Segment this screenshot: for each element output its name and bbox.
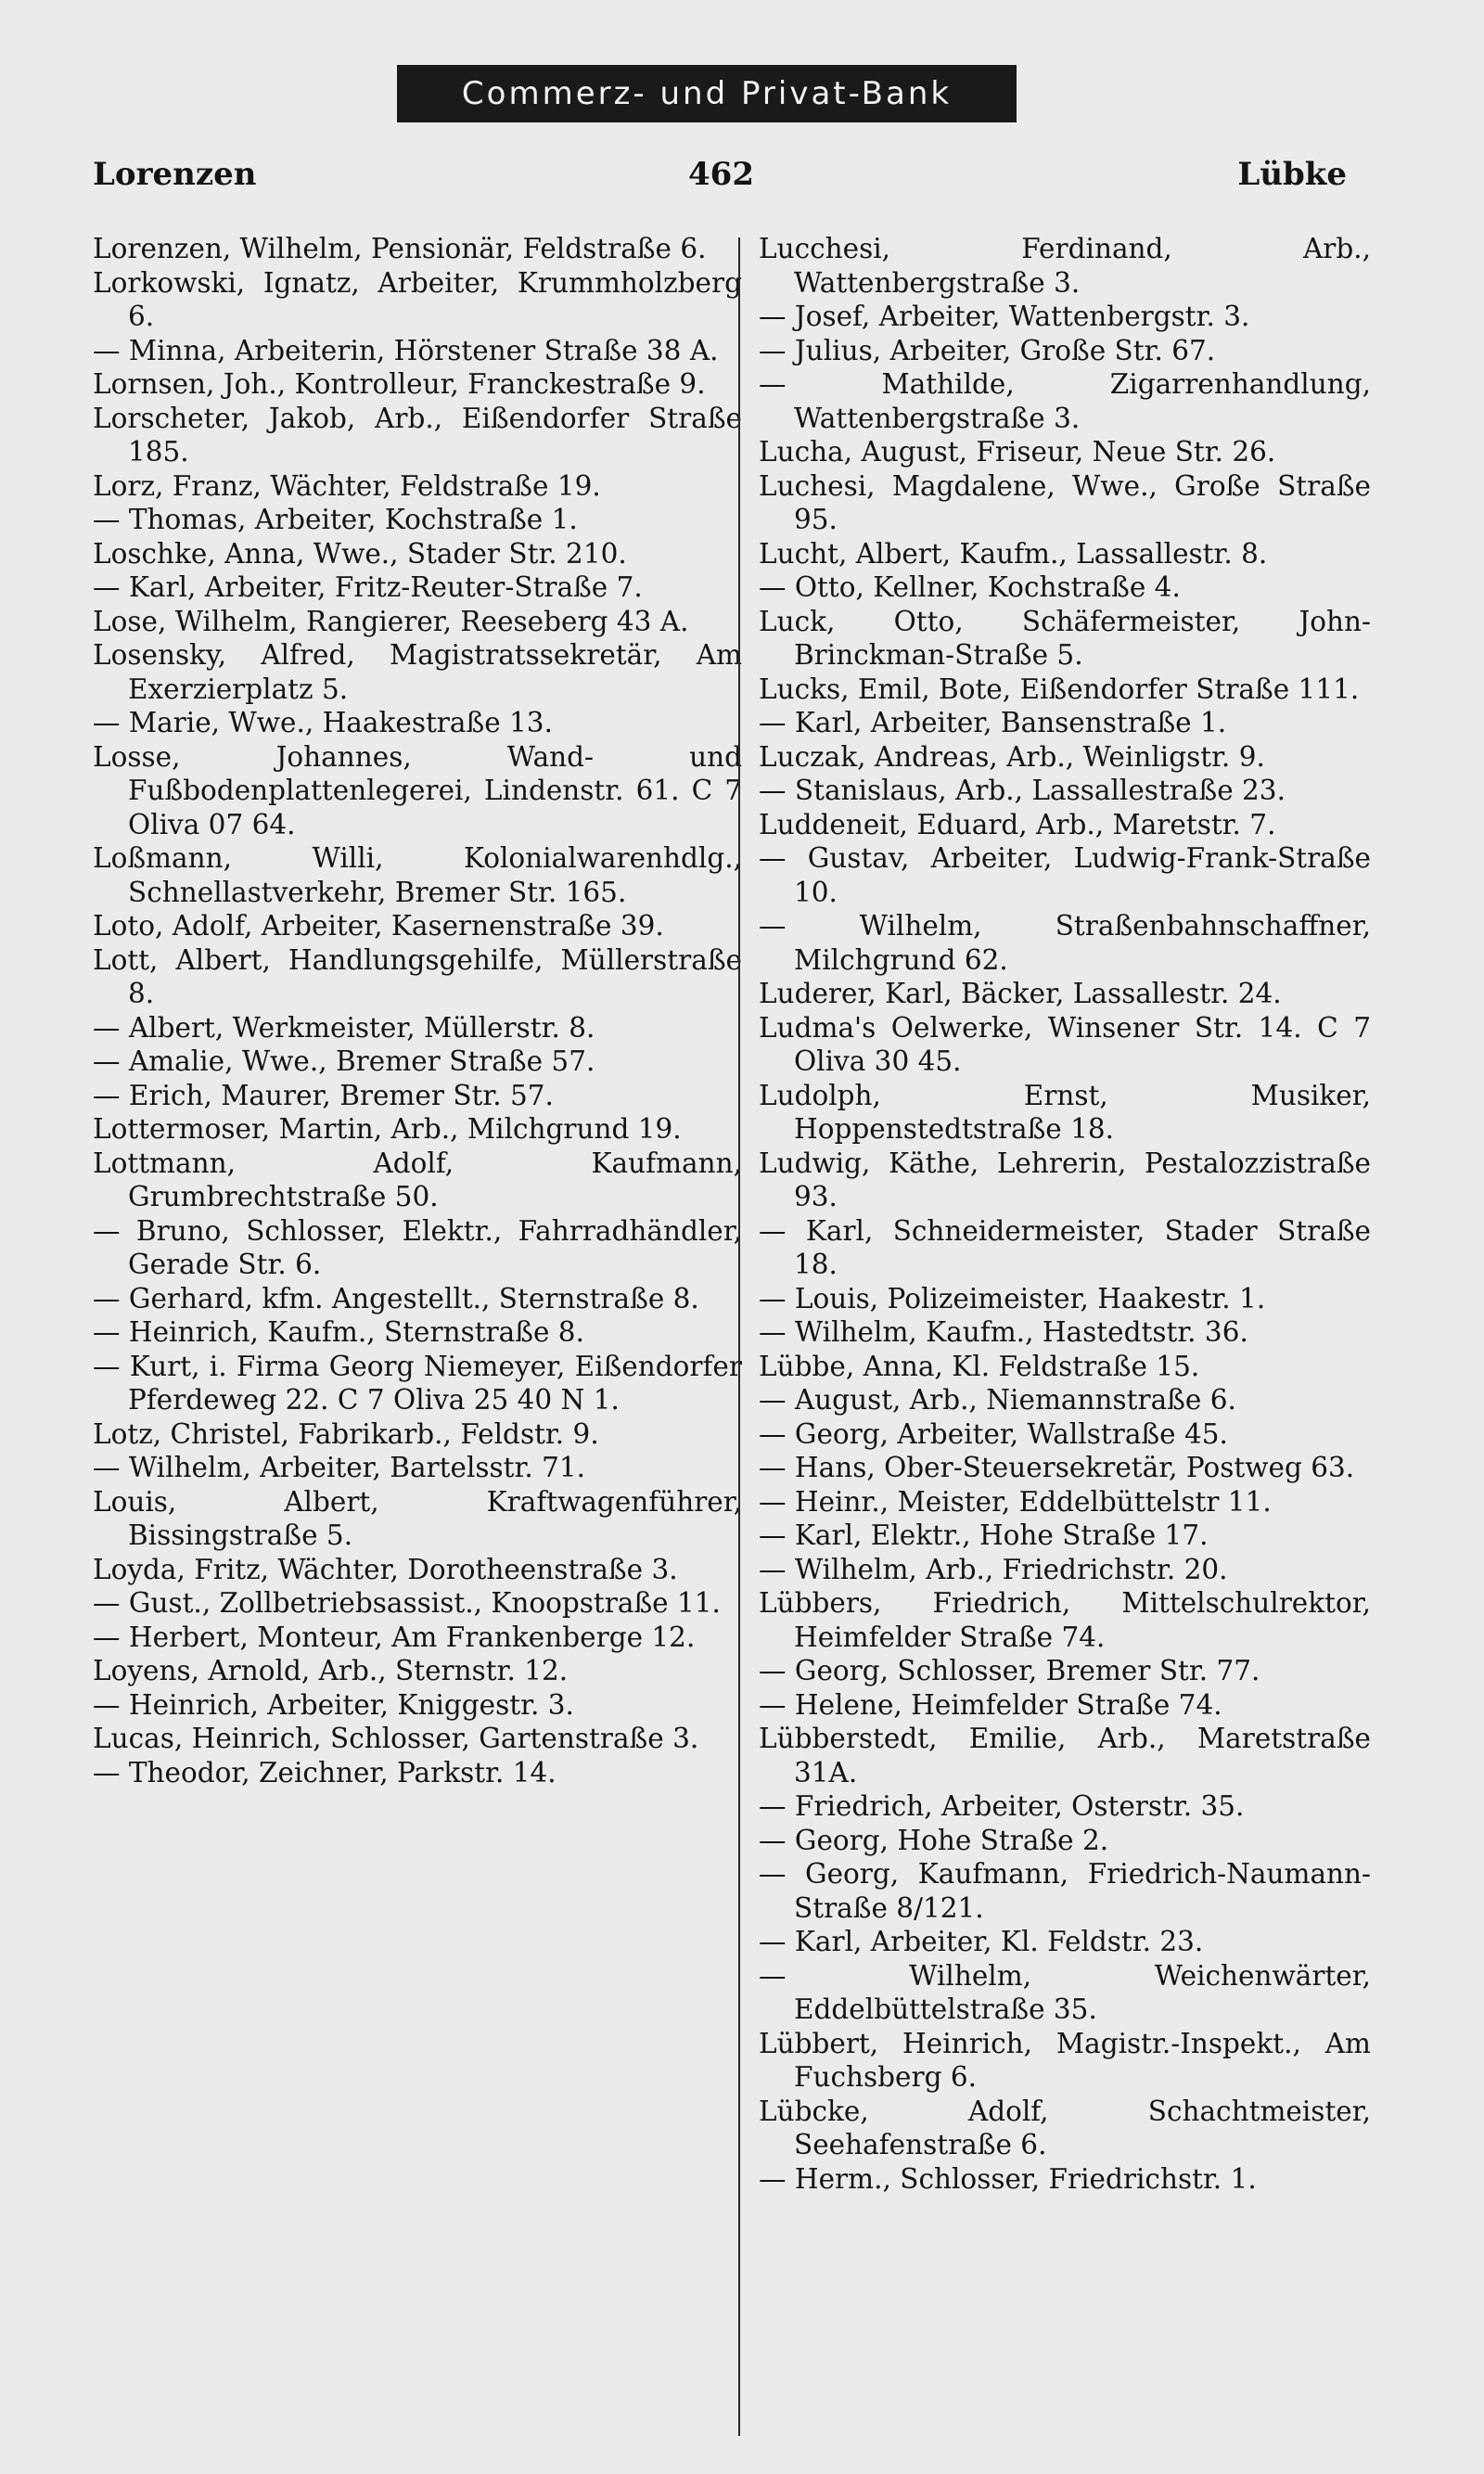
directory-entry: Luchesi, Magdalene, Wwe., Große Straße 95. <box>759 469 1371 535</box>
left-column <box>93 232 742 2435</box>
directory-entry: Lucas, Heinrich, Schlosser, Gartenstraße 3. <box>93 1723 699 1754</box>
directory-entry: — Wilhelm, Kaufm., Hastedtstr. 36. <box>759 1316 1248 1348</box>
directory-entry: Lübbers, Friedrich, Mittelschulrektor, Heimfelder Straße 74. <box>759 1587 1371 1653</box>
directory-entry: — Kurt, i. Firma Georg Niemeyer, Eißendorfer Pferdeweg 22. C 7 Oliva 25 40 N 1. <box>93 1350 742 1416</box>
directory-entry: Lotz, Christel, Fabrikarb., Feldstr. 9. <box>93 1417 599 1450</box>
directory-entry: — Wilhelm, Arbeiter, Bartelsstr. 71. <box>93 1452 586 1483</box>
directory-entry: — Helene, Heimfelder Straße 74. <box>759 1688 1222 1721</box>
directory-entry: — Karl, Elektr., Hohe Straße 17. <box>759 1519 1209 1551</box>
directory-entry: Loschke, Anna, Wwe., Stader Str. 210. <box>93 537 627 570</box>
directory-entry: — Theodor, Zeichner, Parkstr. 14. <box>93 1756 556 1788</box>
directory-entry: — Karl, Arbeiter, Kl. Feldstr. 23. <box>759 1926 1204 1957</box>
directory-entry: Louis, Albert, Kraftwagenführer, Bissingstraße 5. <box>93 1485 742 1551</box>
directory-entry: Lose, Wilhelm, Rangierer, Reeseberg 43 A. <box>93 605 689 637</box>
directory-entry: Lorkowski, Ignatz, Arbeiter, Krummholzberg 6. <box>93 266 742 332</box>
directory-entry: — Friedrich, Arbeiter, Osterstr. 35. <box>759 1790 1245 1822</box>
header-last-entry: Lübke <box>1237 156 1347 193</box>
directory-entry: Lübbe, Anna, Kl. Feldstraße 15. <box>759 1350 1200 1382</box>
directory-entry: — Louis, Polizeimeister, Haakestr. 1. <box>759 1282 1266 1314</box>
directory-entry: Lorz, Franz, Wächter, Feldstraße 19. <box>93 469 601 502</box>
directory-entry: Luck, Otto, Schäfermeister, John-Brinckman-Straße 5. <box>759 605 1371 671</box>
directory-entry: Lucht, Albert, Kaufm., Lassallestr. 8. <box>759 537 1268 570</box>
directory-entry: — Gust., Zollbetriebsassist., Knoopstraße 11. <box>93 1587 721 1619</box>
directory-entry: — Heinr., Meister, Eddelbüttelstr 11. <box>759 1485 1272 1518</box>
directory-entry: — Josef, Arbeiter, Wattenbergstr. 3. <box>759 301 1250 332</box>
directory-entry: Lottmann, Adolf, Kaufmann, Grumbrechtstraße 50. <box>93 1147 742 1212</box>
directory-entry: — Herbert, Monteur, Am Frankenberge 12. <box>93 1621 696 1653</box>
directory-entry: — Gerhard, kfm. Angestellt., Sternstraße 8. <box>93 1282 699 1314</box>
directory-entry: — Erich, Maurer, Bremer Str. 57. <box>93 1079 554 1111</box>
directory-entry: — Gustav, Arbeiter, Ludwig-Frank-Straße 10. <box>759 842 1371 908</box>
directory-entry: — Bruno, Schlosser, Elektr., Fahrradhändler, Gerade Str. 6. <box>93 1214 742 1280</box>
directory-entry: — Karl, Arbeiter, Bansenstraße 1. <box>759 707 1227 738</box>
directory-entry: Loyda, Fritz, Wächter, Dorotheenstraße 3. <box>93 1553 678 1585</box>
directory-entry: — Stanislaus, Arb., Lassallestraße 23. <box>759 775 1286 806</box>
directory-entry: — Karl, Arbeiter, Fritz-Reuter-Straße 7. <box>93 571 643 603</box>
directory-entry: — Herm., Schlosser, Friedrichstr. 1. <box>759 2162 1257 2195</box>
directory-entry: Losensky, Alfred, Magistratssekretär, Am Exerzierplatz 5. <box>93 639 742 705</box>
directory-entry: — August, Arb., Niemannstraße 6. <box>759 1384 1236 1416</box>
directory-entry: — Heinrich, Arbeiter, Kniggestr. 3. <box>93 1688 574 1721</box>
directory-entry: — Wilhelm, Straßenbahnschaffner, Milchgrund 62. <box>759 910 1371 976</box>
directory-entry: Lübcke, Adolf, Schachtmeister, Seehafenstraße 6. <box>759 2095 1371 2160</box>
directory-entry: — Otto, Kellner, Kochstraße 4. <box>759 571 1181 603</box>
directory-entry: — Marie, Wwe., Haakestraße 13. <box>93 707 553 738</box>
directory-entry: — Karl, Schneidermeister, Stader Straße 18. <box>759 1214 1371 1280</box>
directory-entry: Ludma's Oelwerke, Winsener Str. 14. C 7 Oliva 30 45. <box>759 1011 1371 1077</box>
directory-entry: — Amalie, Wwe., Bremer Straße 57. <box>93 1045 595 1077</box>
directory-entry: Lucchesi, Ferdinand, Arb., Wattenbergstraße 3. <box>759 233 1371 299</box>
directory-entry: — Georg, Arbeiter, Wallstraße 45. <box>759 1417 1228 1450</box>
directory-entry: — Julius, Arbeiter, Große Str. 67. <box>759 334 1216 366</box>
directory-entry: — Wilhelm, Arb., Friedrichstr. 20. <box>759 1553 1228 1585</box>
directory-entry: — Wilhelm, Weichenwärter, Eddelbüttelstraße 35. <box>759 1959 1371 2025</box>
directory-entry: — Minna, Arbeiterin, Hörstener Straße 38 A. <box>93 334 719 366</box>
directory-entry: — Hans, Ober-Steuersekretär, Postweg 63. <box>759 1452 1355 1483</box>
directory-entry: — Thomas, Arbeiter, Kochstraße 1. <box>93 504 578 535</box>
directory-entry: Loto, Adolf, Arbeiter, Kasernenstraße 39. <box>93 910 664 942</box>
directory-entry: Lucks, Emil, Bote, Eißendorfer Straße 111. <box>759 673 1360 705</box>
directory-entry: Loyens, Arnold, Arb., Sternstr. 12. <box>93 1655 569 1686</box>
directory-entry: Ludolph, Ernst, Musiker, Hoppenstedtstraße 18. <box>759 1079 1371 1145</box>
page-number: 462 <box>688 156 754 193</box>
directory-entry: — Albert, Werkmeister, Müllerstr. 8. <box>93 1011 595 1044</box>
directory-entry: Lorscheter, Jakob, Arb., Eißendorfer Straße 185. <box>93 402 742 468</box>
directory-entry: Lübberstedt, Emilie, Arb., Maretstraße 31A. <box>759 1723 1371 1788</box>
directory-entry: Lübbert, Heinrich, Magistr.-Inspekt., Am Fuchsberg 6. <box>759 2027 1371 2093</box>
directory-entry: Ludwig, Käthe, Lehrerin, Pestalozzistraße 93. <box>759 1147 1371 1212</box>
header-first-entry: Lorenzen <box>93 156 257 193</box>
directory-entry: — Mathilde, Zigarrenhandlung, Wattenbergstraße 3. <box>759 368 1371 434</box>
directory-entry: Lornsen, Joh., Kontrolleur, Franckestraße 9. <box>93 368 706 400</box>
column-divider <box>738 237 740 2436</box>
directory-entry: — Georg, Hohe Straße 2. <box>759 1824 1109 1856</box>
directory-entry: Losse, Johannes, Wand- und Fußbodenplattenlegerei, Lindenstr. 61. C 7 Oliva 07 64. <box>93 740 742 840</box>
directory-entry: Loßmann, Willi, Kolonialwarenhdlg., Schnellastverkehr, Bremer Str. 165. <box>93 842 742 908</box>
directory-entry: Lottermoser, Martin, Arb., Milchgrund 19. <box>93 1113 682 1145</box>
directory-entry: Lott, Albert, Handlungsgehilfe, Müllerstraße 8. <box>93 943 742 1009</box>
directory-entry: Luderer, Karl, Bäcker, Lassallestr. 24. <box>759 978 1282 1009</box>
directory-entry: Luczak, Andreas, Arb., Weinligstr. 9. <box>759 740 1265 773</box>
directory-entry: — Georg, Kaufmann, Friedrich-Naumann-Straße 8/121. <box>759 1858 1371 1924</box>
directory-entry: Luddeneit, Eduard, Arb., Maretstr. 7. <box>759 808 1276 840</box>
directory-entry: — Heinrich, Kaufm., Sternstraße 8. <box>93 1316 584 1348</box>
bank-advertisement-banner: Commerz- und Privat-Bank <box>397 65 1017 122</box>
directory-entry: Lucha, August, Friseur, Neue Str. 26. <box>759 436 1276 468</box>
running-header <box>93 156 1347 202</box>
directory-entry: Lorenzen, Wilhelm, Pensionär, Feldstraße 6. <box>93 233 707 264</box>
directory-entry: — Georg, Schlosser, Bremer Str. 77. <box>759 1655 1260 1686</box>
right-column <box>759 232 1371 2435</box>
